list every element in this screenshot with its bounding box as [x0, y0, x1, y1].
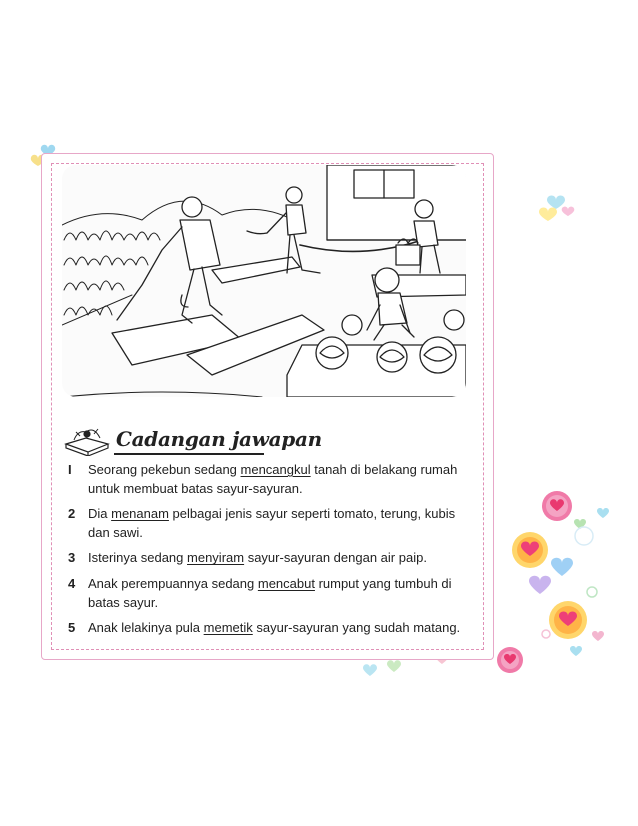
answer-text: sayur-sayuran yang sudah matang.: [252, 620, 461, 636]
answer-text: Anak perempuannya sedang: [88, 575, 258, 591]
answer-keyword: mencangkul: [240, 462, 311, 477]
answer-text: pelbagai jenis sayur seperti tomato, terung, kubis dan sawi.: [88, 506, 456, 540]
answer-item-3: [64, 549, 469, 568]
answer-text: Seorang pekebun sedang: [88, 462, 241, 477]
answer-number: 4: [68, 575, 76, 591]
answer-keyword: mencabut: [257, 575, 315, 591]
answer-item-1: [64, 461, 469, 498]
answer-item-4: [64, 575, 469, 612]
answer-number: 5: [68, 620, 76, 636]
answer-number: I: [68, 462, 72, 477]
answer-text: sayur-sayuran dengan air paip.: [244, 550, 427, 566]
answer-text: Isterinya sedang: [88, 550, 188, 566]
heading-underline: [114, 453, 264, 455]
answer-text: tanah di belakang rumah untuk membuat batas sayur-sayuran.: [88, 462, 458, 496]
answer-number: 3: [68, 550, 76, 566]
answer-list: [64, 461, 469, 645]
answer-number: 2: [68, 506, 76, 522]
garden-illustration: [62, 165, 466, 397]
heading-title: Cadangan jawapan: [116, 427, 322, 451]
book-icon: [64, 424, 110, 456]
answer-keyword: menanam: [111, 506, 169, 522]
answer-heading: [64, 422, 322, 458]
answer-text: Dia: [88, 506, 112, 522]
answer-keyword: memetik: [203, 620, 253, 636]
heart-icon: [497, 491, 609, 673]
heart-cluster-right: [488, 190, 638, 690]
answer-item-5: [64, 619, 469, 638]
answer-keyword: menyiram: [187, 550, 245, 566]
answer-item-2: [64, 505, 469, 542]
answer-text: rumput yang tumbuh di batas sayur.: [88, 575, 452, 610]
heart-icon: [539, 196, 574, 222]
answer-text: Anak lelakinya pula: [88, 620, 204, 636]
